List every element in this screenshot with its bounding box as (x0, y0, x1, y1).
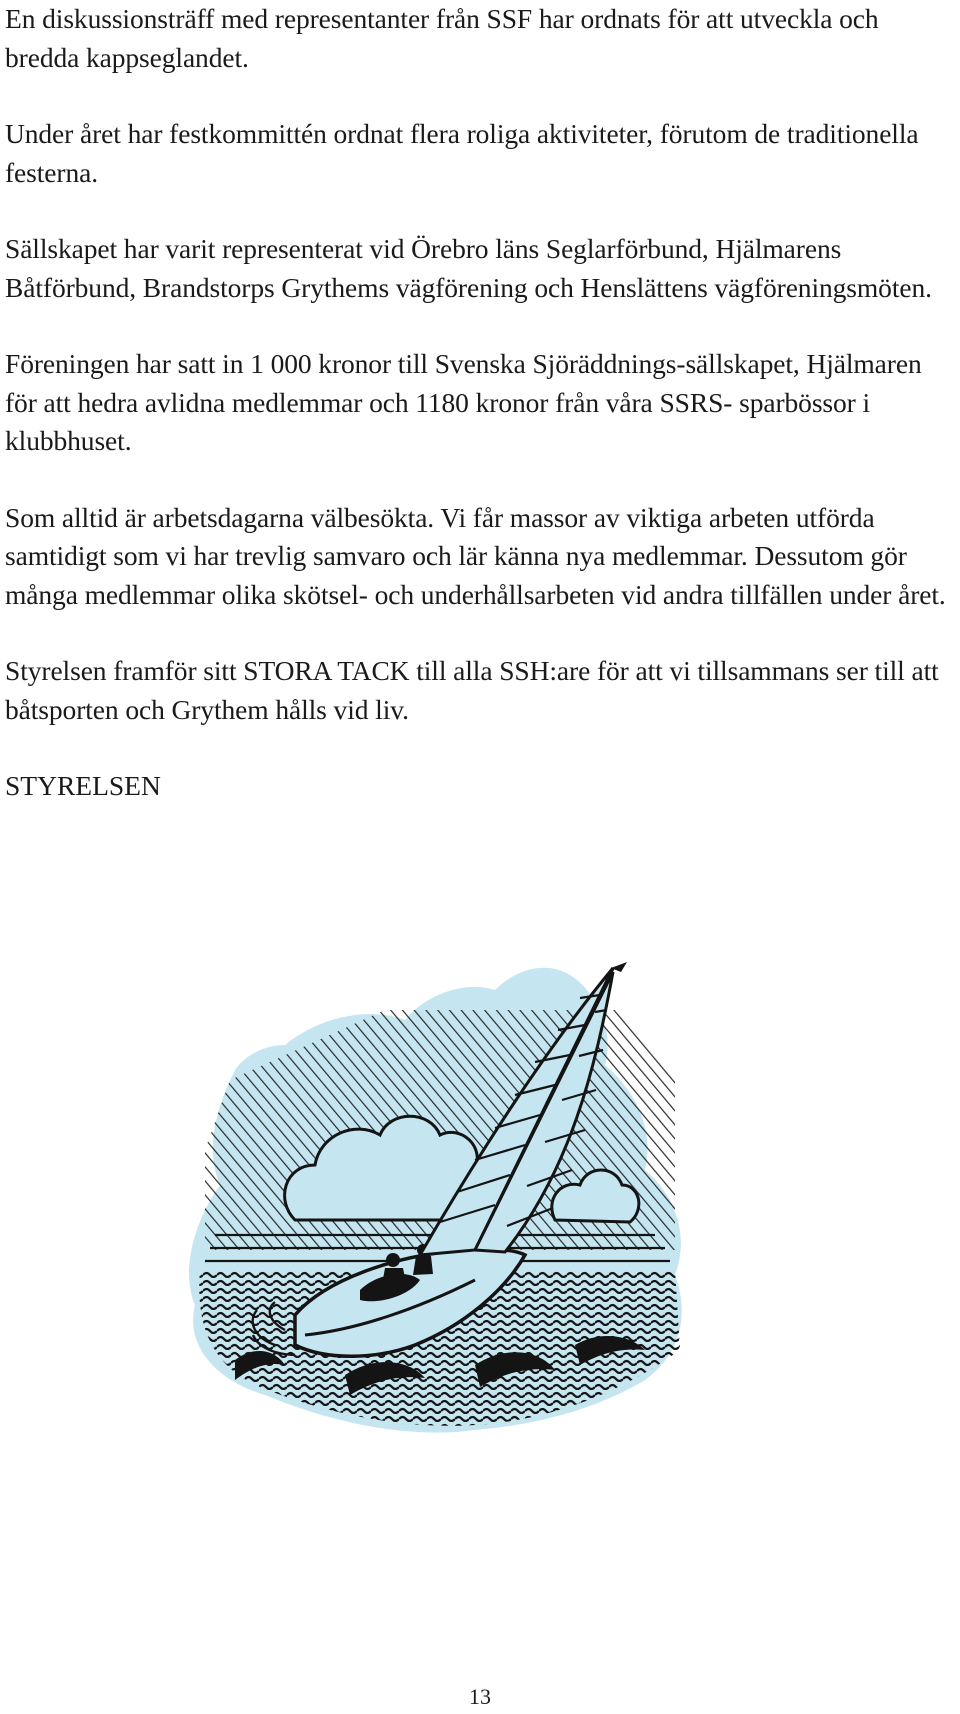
paragraph-thanks: Styrelsen framför sitt STORA TACK till alla SSH:are för att vi tillsammans ser till att båtsporten och Grythem hålls vid liv. (5, 655, 939, 725)
document-body (5, 0, 955, 806)
paragraph-work-days: Som alltid är arbetsdagarna välbesökta. Vi får massor av viktiga arbeten utförda samtidigt som vi har trevlig samvaro och lär känna nya medlemmar. Dessutom gör många medlemmar olika skötsel- och underhållsarbeten vid andra tillfällen under året. (5, 501, 946, 610)
sailboat-illustration (175, 950, 695, 1445)
page-number: 13 (469, 1684, 491, 1709)
paragraph-festkommitten: Under året har festkommittén ordnat flera roliga aktiviteter, förutom de traditionella festerna. (5, 118, 919, 188)
paragraph-representation: Sällskapet har varit representerat vid Örebro läns Seglarförbund, Hjälmarens Båtförbund, Brandstorps Grythems vägförening och Henslättens vägföreningsmöten. (5, 233, 932, 303)
paragraph-ssf-meeting: En diskussionsträff med representanter från SSF har ordnats för att utveckla och bredda kappseglandet. (5, 3, 879, 73)
signature: STYRELSEN (5, 770, 161, 801)
paragraph-donation: Föreningen har satt in 1 000 kronor till Svenska Sjöräddnings-sällskapet, Hjälmaren för att hedra avlidna medlemmar och 1180 kronor från våra SSRS- sparbössor i klubbhuset. (5, 348, 922, 456)
